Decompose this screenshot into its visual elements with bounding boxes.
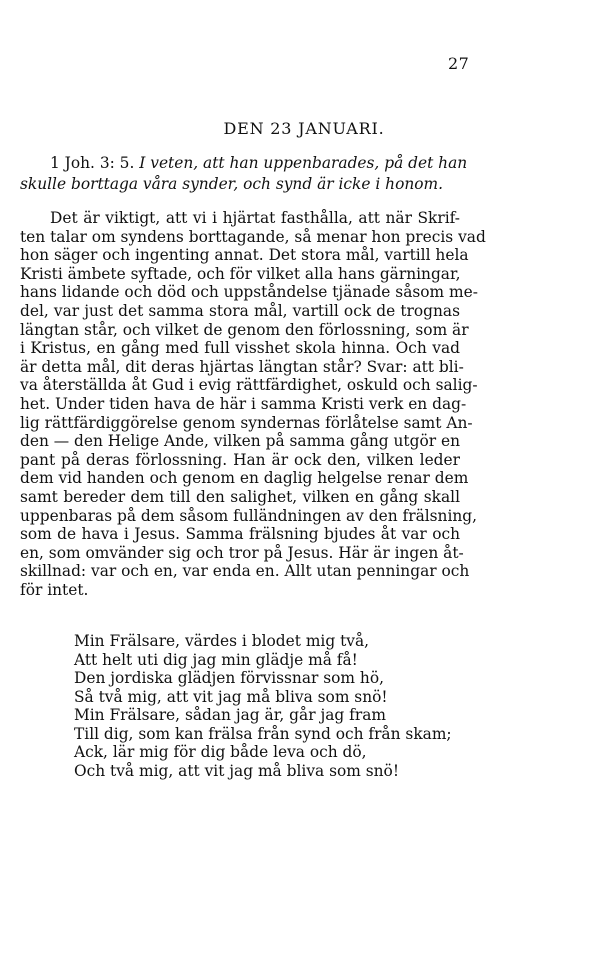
stanza-line: Till dig, som kan frälsa från synd och från skam; <box>74 724 452 743</box>
stanza-line: Den jordiska glädjen förvissnar som hö, <box>74 669 384 688</box>
body-line: en, som omvänder sig och tror på Jesus. Här är ingen åt- <box>20 543 464 562</box>
body-line: den — den Helige Ande, vilken på samma gång utgör en <box>20 432 461 451</box>
verse-line-1 <box>20 153 468 174</box>
stanza-line: Min Frälsare, värdes i blodet mig två, <box>74 632 370 650</box>
page-heading: DEN 23 JANUARI. <box>223 119 385 138</box>
body-line: het. Under tiden hava de här i samma Kristi verk en dag- <box>20 394 467 413</box>
body-line: Kristi ämbete syftade, och för vilket alla hans gärningar, <box>20 264 461 283</box>
body-line: är detta mål, dit deras hjärtas längtan står? Svar: att bli- <box>20 357 464 376</box>
body-line: pant på deras förlossning. Han är ock den, vilken leder <box>20 450 460 469</box>
body-line: hon säger och ingenting annat. Det stora mål, vartill hela <box>20 246 469 265</box>
body-line: dem vid handen och genom en daglig helgelse renar dem <box>20 469 469 488</box>
verse-text-1: I veten, att han uppenbarades, på det han <box>139 154 468 172</box>
page-number: 27 <box>448 54 470 73</box>
scripture-verse <box>20 153 468 194</box>
body-line: va återställda åt Gud i evig rättfärdighet, oskuld och salig- <box>20 376 478 395</box>
verse-text-2: skulle borttaga våra synder, och synd är icke i honom. <box>20 174 444 193</box>
stanza-line: Ack, lär mig för dig både leva och dö, <box>74 743 367 762</box>
body-line: som de hava i Jesus. Samma frälsning bjudes åt var och <box>20 525 460 544</box>
stanza-line: Att helt uti dig jag min glädje må få! <box>74 650 358 669</box>
body-line: del, var just det samma stora mål, vartill ock de trognas <box>20 301 460 320</box>
body-line: i Kristus, en gång med full visshet skola hinna. Och vad <box>20 339 460 358</box>
body-line: Det är viktigt, att vi i hjärtat fasthålla, att när Skrif- <box>50 209 460 227</box>
stanza-line: Min Frälsare, sådan jag är, går jag fram <box>74 706 386 724</box>
body-line: ten talar om syndens borttagande, så menar hon precis vad <box>20 227 486 246</box>
hymn-stanza-1 <box>74 632 474 706</box>
body-line: skillnad: var och en, var enda en. Allt utan penningar och <box>20 562 470 581</box>
hymn-stanza-2 <box>74 706 474 780</box>
body-line: uppenbaras på dem såsom fulländningen av den frälsning, <box>20 506 478 525</box>
body-line: längtan står, och vilket de genom den förlossning, som är <box>20 320 469 339</box>
stanza-line: Och två mig, att vit jag må bliva som snö! <box>74 761 399 780</box>
body-line: hans lidande och död och uppståndelse tjänade såsom me- <box>20 283 478 302</box>
body-line: samt bereder dem till den salighet, vilken en gång skall <box>20 487 460 506</box>
stanza-line: Så två mig, att vit jag må bliva som snö! <box>74 687 388 706</box>
body-line: lig rättfärdiggörelse genom syndernas förlåtelse samt An- <box>20 413 473 432</box>
body-paragraph <box>20 209 486 599</box>
body-line: för intet. <box>20 580 89 599</box>
verse-reference: 1 Joh. 3: 5. <box>50 154 135 172</box>
